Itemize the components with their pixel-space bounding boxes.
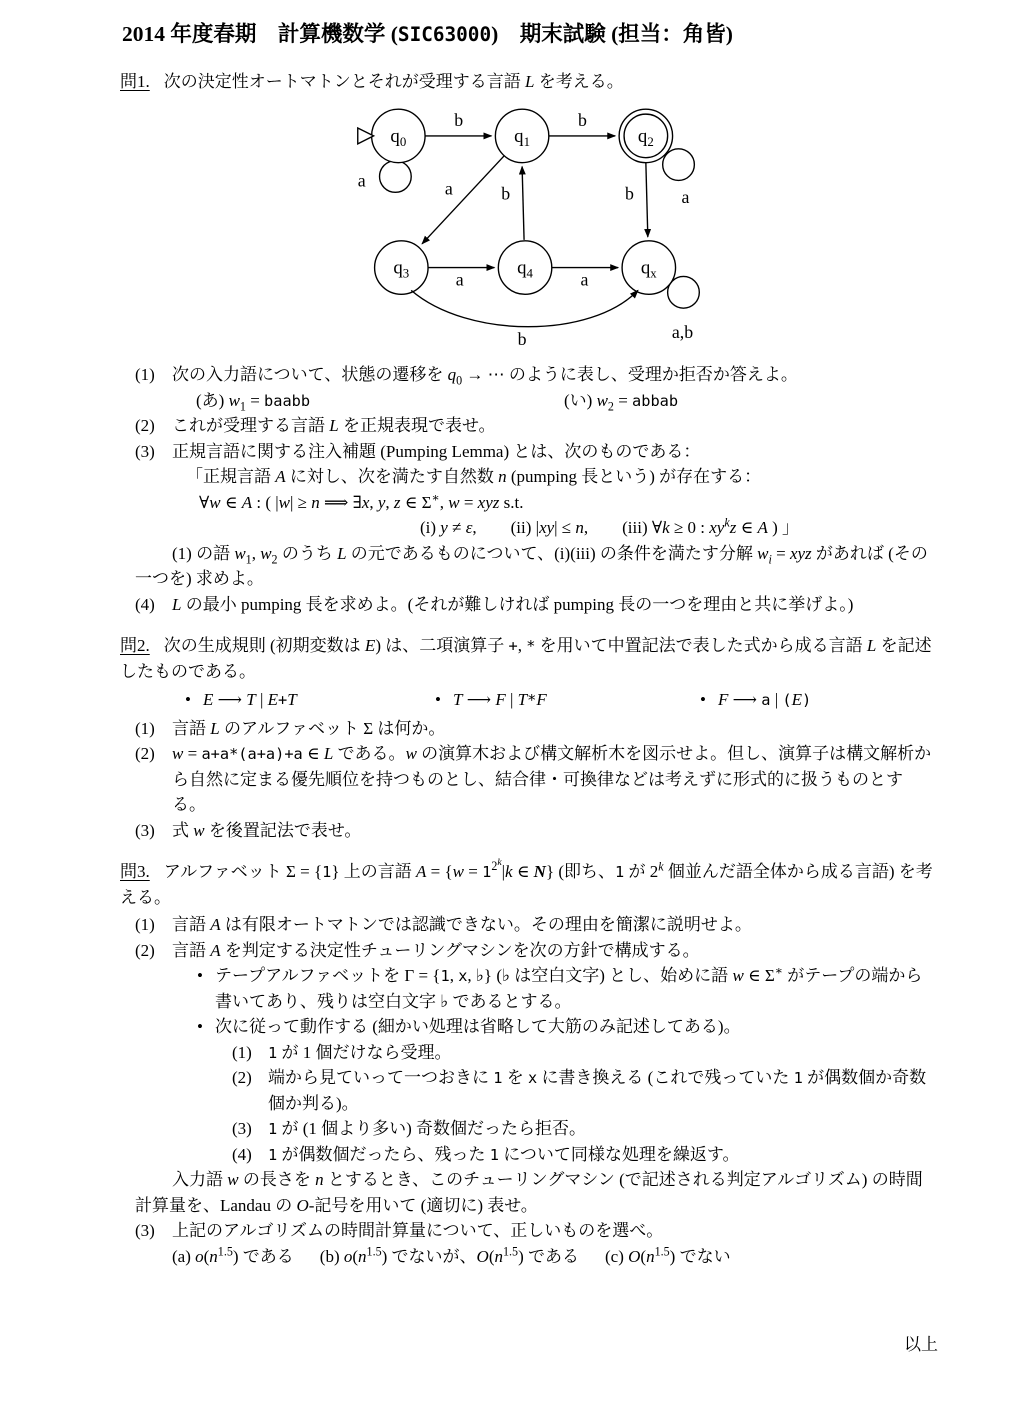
edge-q1-q3 (422, 155, 504, 243)
problem-1 (120, 69, 936, 617)
p3-item-2 (135, 938, 936, 1219)
edge-q2-qx (646, 162, 648, 236)
option-a: (a) $o(n^{1.5})$ である (172, 1243, 294, 1266)
start-arrow (358, 128, 374, 144)
self-loop-q0 (380, 160, 412, 192)
item-number: (1) (135, 718, 155, 738)
item-number: (2) (135, 744, 155, 764)
grammar-rules (185, 687, 936, 713)
closing-mark: 以上 (904, 1334, 938, 1354)
self-loop-q2 (663, 148, 695, 180)
grammar-rule-E (185, 687, 435, 713)
item-number: (1) (135, 365, 155, 385)
p1-item-1-words (196, 388, 936, 414)
p1-item-1-text: 次の入力語について、状態の遷移を $q_0$ → ⋯ のように表し、受理か拒否か答えよ。 (172, 365, 798, 388)
edge-q4-qx-label: a (580, 268, 589, 289)
p2-item-3-text: 式 w を後置記法で表せ。 (172, 820, 362, 840)
state-q4-label: $q_4$ (517, 257, 533, 280)
problem-2 (120, 633, 936, 843)
tm-step-2-text: 端から見ていって一つおきに 1 を x に書き換える (これで残っていた 1 が偶数個か奇数個か判る)。 (268, 1068, 927, 1113)
edge-q0-q1-label: b (454, 109, 464, 130)
grammar-rule-F (700, 687, 811, 713)
automaton-diagram (334, 101, 936, 359)
state-q3-label: $q_3$ (393, 257, 410, 280)
p3-item-2-text: 言語 A を判定する決定性チューリングマシンを次の方針で構成する。 (172, 940, 700, 960)
item-number: (2) (135, 416, 155, 436)
option-c: (c) $O(n^{1.5})$ でない (605, 1243, 731, 1266)
tm-bullet-2-text: 次に従って動作する (細かい処理は省略して大筋のみ記述してある)。 (215, 1017, 741, 1037)
problem-2-label: 問2. (120, 636, 150, 656)
item-number: (3) (135, 441, 155, 461)
step-number: (3) (232, 1119, 252, 1139)
edge-q1-q3-label: a (444, 177, 453, 198)
word-w2: (い) $w_2$ = abbab (564, 390, 679, 413)
step-number: (2) (232, 1068, 252, 1088)
p2-item-2-text: w = a+a*(a+a)+a ∈ L である。w の演算木および構文解析木を図示せよ。但し、演算子は構文解析から自然に定まる優先順位を持つものとし、結合律・可換律などは考えずに形式的に扱うものとする。 (172, 744, 932, 815)
tm-step-1-text: 1 が 1 個だけなら受理。 (268, 1042, 452, 1062)
edge-q1-q2-label: b (578, 109, 587, 130)
problem-1-intro (120, 69, 936, 95)
state-qx-label: $q_x$ (640, 257, 657, 280)
step-number: (4) (232, 1144, 252, 1164)
complexity-options (172, 1244, 936, 1270)
problem-2-intro-text: 次の生成規則 (初期変数は E) は、二項演算子 +, * を用いて中置記法で表した式から成る言語 L を記述したものである。 (120, 636, 932, 681)
p2-item-2 (135, 741, 936, 818)
pumping-lemma-conditions: (i) y ≠ ε, (ii) |xy| ≤ n, (iii) ∀k ≥ 0 : $xy^kz$ ∈ A ) 」 (420, 515, 799, 538)
tm-steps (232, 1040, 936, 1168)
grammar-rule-T-text: T ⟶ F | T*F (453, 690, 547, 710)
state-q2-label: $q_2$ (637, 125, 654, 149)
problem-3 (120, 859, 936, 1269)
p1-item-1 (135, 362, 936, 413)
edge-q2-qx-label: b (625, 182, 634, 203)
p1-item-3-tail: (1) の語 $w_1$, $w_2$ のうち L の元であるものについて、(i)(iii) の条件を満たす分解 $w_i$ = xyz があれば (その一つを) 求めよ。 (135, 543, 928, 589)
item-number: (1) (135, 915, 155, 935)
self-loop-q0-label: a (357, 169, 366, 190)
problem-2-items (135, 716, 936, 844)
p3-item-2-tail: 入力語 w の長さを n とするとき、このチューリングマシン (で記述される判定アルゴリズム) の時間計算量を、Landau の O-記号を用いて (適切に) 表せ。 (135, 1170, 923, 1215)
tm-bullet-1 (197, 963, 936, 1014)
tm-step-4 (232, 1142, 936, 1168)
problem-3-items (135, 912, 936, 1269)
p3-item-1 (135, 912, 936, 938)
grammar-rule-E-text: E ⟶ T | E+T (203, 690, 297, 710)
problem-2-intro (120, 633, 936, 684)
state-q1-label: $q_1$ (514, 125, 531, 149)
edge-q3-q4-label: a (455, 268, 464, 289)
edge-q4-q1 (522, 166, 524, 239)
p3-item-1-text: 言語 A は有限オートマトンでは認識できない。その理由を簡潔に説明せよ。 (172, 915, 752, 935)
self-loop-q2-label: a (681, 186, 690, 207)
p1-item-2 (135, 413, 936, 439)
item-number: (3) (135, 820, 155, 840)
p1-item-2-text: これが受理する言語 L を正規表現で表せ。 (172, 416, 496, 436)
p3-item-3 (135, 1218, 936, 1269)
tm-step-2 (232, 1065, 936, 1116)
item-number: (3) (135, 1221, 155, 1241)
edge-q3-qx (411, 290, 638, 326)
problem-3-label: 問3. (120, 862, 150, 882)
p2-item-1-text: 言語 L のアルファベット Σ は何か。 (172, 718, 446, 738)
grammar-rule-T (435, 687, 700, 713)
problem-3-intro-text: アルファベット Σ = {1} 上の言語 $A = \{w = 1^{2^k}|k$ ∈ N} (即ち、1 が 2$^k$ 個並んだ語全体から成る言語) を考える。 (120, 857, 933, 907)
p1-item-3-text: 正規言語に関する注入補題 (Pumping Lemma) とは、次のものである： (172, 441, 701, 461)
bullet-icon: • (197, 1017, 203, 1037)
tm-step-3 (232, 1116, 936, 1142)
p2-item-1 (135, 716, 936, 742)
word-w1: (あ) $w_1$ = baabb (196, 390, 311, 413)
bullet-icon: • (185, 690, 191, 710)
pumping-lemma-line-1: 「正規言語 A に対し、次を満たす自然数 n (pumping 長という) が存在する： (186, 467, 762, 487)
problem-1-label: 問1. (120, 72, 150, 92)
tm-bullet-1-text: テープアルファベットを Γ = {1, x, ♭} (♭ は空白文字) とし、始めに語 w ∈ Σ∗ がテープの端から書いてあり、残りは空白文字 ♭ であるとする。 (215, 963, 923, 1011)
bullet-icon: • (700, 690, 706, 710)
step-number: (1) (232, 1042, 252, 1062)
tm-step-3-text: 1 が (1 個より多い) 奇数個だったら拒否。 (268, 1119, 587, 1139)
tm-step-1 (232, 1040, 936, 1066)
grammar-rule-F-text: F ⟶ a | (E) (718, 690, 812, 710)
page-title: 2014 年度春期 計算機数学 (SIC63000) 期末試験 (担当：角皆) (122, 22, 733, 46)
item-number: (4) (135, 594, 155, 614)
option-b: (b) $o(n^{1.5})$ でないが、$O(n^{1.5})$ である (319, 1243, 579, 1266)
item-number: (2) (135, 940, 155, 960)
edge-q3-qx-label: b (517, 328, 527, 349)
problem-3-intro (120, 859, 936, 910)
problem-1-intro-text: 次の決定性オートマトンとそれが受理する言語 L を考える。 (163, 72, 624, 92)
bullet-icon: • (435, 690, 441, 710)
p2-item-3 (135, 818, 936, 844)
p3-item-3-text: 上記のアルゴリズムの時間計算量について、正しいものを選べ。 (172, 1221, 664, 1241)
problem-1-items (135, 362, 936, 617)
edge-q4-q1-label: b (501, 182, 511, 203)
bullet-icon: • (197, 966, 203, 986)
state-q0-label: $q_0$ (390, 125, 407, 149)
self-loop-qx-label: a,b (671, 321, 694, 342)
p1-item-3 (135, 439, 936, 592)
dfa-svg (334, 101, 730, 351)
p1-item-4-text: L の最小 pumping 長を求めよ。(それが難しければ pumping 長の一つを理由と共に挙げよ。) (172, 594, 854, 614)
pumping-lemma-line-2: ∀w ∈ A : ( |w| ≥ n ⟹ ∃x, y, z ∈ Σ∗, w = xyz s.t. (199, 489, 524, 512)
tm-step-4-text: 1 が偶数個だったら、残った 1 について同様な処理を繰返す。 (268, 1144, 740, 1164)
tm-bullet-2 (197, 1014, 936, 1040)
p1-item-4 (135, 592, 936, 618)
